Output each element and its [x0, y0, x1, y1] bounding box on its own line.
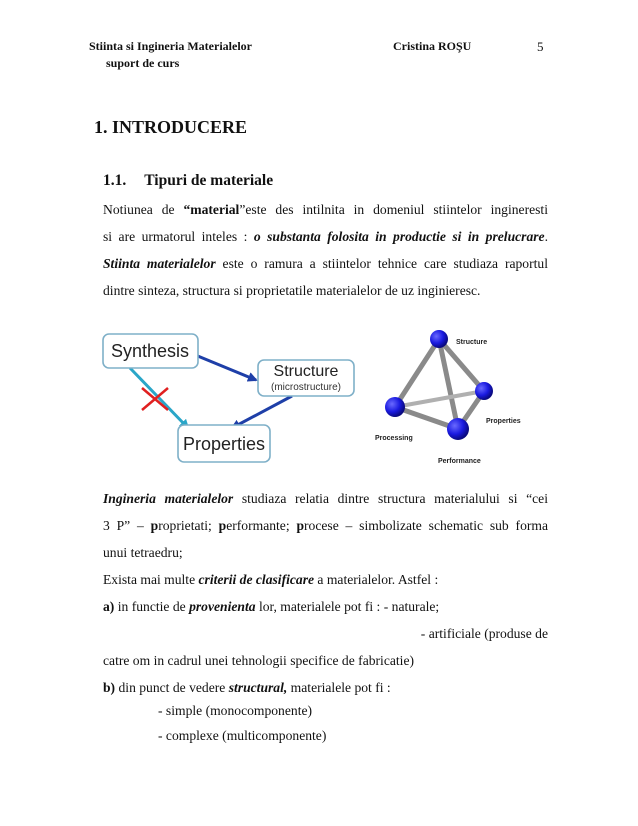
para1-line3	[103, 256, 548, 272]
text: erformante;	[226, 518, 297, 533]
p-letter: p	[218, 518, 227, 533]
para2-line2	[103, 518, 548, 534]
text: in functie de	[114, 599, 190, 614]
text: ”este des intilnita in domeniul stiintelor ingineresti	[239, 202, 548, 217]
structure-sublabel: (microstructure)	[270, 382, 342, 393]
term-criterii-de-clasificare: criterii de clasificare	[198, 572, 315, 587]
term-provenienta: provenienta	[189, 599, 256, 614]
term-ingineria-materialelor: Ingineria materialelor	[103, 491, 234, 506]
red-cross-icon	[142, 388, 168, 410]
structure-label: Structure	[273, 363, 339, 380]
text: Exista mai multe	[103, 572, 199, 587]
list-item-b	[103, 680, 548, 696]
subsection-heading	[103, 172, 273, 190]
term-stiinta-materialelor: Stiinta materialelor	[103, 256, 216, 271]
term-structural: structural,	[228, 680, 288, 695]
text: studiaza relatia dintre structura materialului si “cei	[233, 491, 548, 506]
header-author: Cristina ROŞU	[393, 39, 472, 53]
structure-node-label: Structure	[456, 339, 488, 346]
para1-line4: dintre sinteza, structura si proprietatile materialelor de uz inginieresc.	[103, 283, 481, 298]
structure-node	[430, 330, 448, 348]
para2-line4	[103, 572, 548, 588]
properties-node	[475, 382, 493, 400]
synthesis-label: Synthesis	[110, 341, 190, 361]
para2-line1	[103, 491, 548, 507]
text: este o ramura a stiintelor tehnice care studiaza raportul	[215, 256, 548, 271]
performance-node	[447, 418, 469, 440]
text: a materialelor. Astfel :	[314, 572, 439, 587]
list-item-a-cont: - artificiale (produse de	[420, 626, 548, 641]
text: materialele pot fi :	[287, 680, 391, 695]
tetrahedron-edges	[395, 339, 484, 429]
text: din punct de vedere	[115, 680, 229, 695]
page-number: 5	[537, 39, 544, 54]
para1-line2	[103, 229, 548, 245]
list-item-a-cont2: catre om in cadrul unei tehnologii specifice de fabricatie)	[103, 653, 415, 668]
header-course-title: Stiinta si Ingineria Materialelor	[89, 39, 252, 53]
list-item-a	[103, 599, 548, 615]
text: lor, materialele pot fi : - naturale;	[255, 599, 440, 614]
subsection-number: 1.1.	[103, 172, 127, 189]
sublist-item-complex: - complexe (multicomponente)	[158, 728, 327, 743]
processing-node	[385, 397, 405, 417]
header-course-subtitle: suport de curs	[106, 56, 180, 70]
text: Notiunea de	[103, 202, 184, 217]
text: 3 P” –	[103, 518, 151, 533]
processing-node-label: Processing	[375, 435, 413, 442]
synthesis-structure-properties-diagram	[100, 322, 360, 472]
text: si are urmatorul inteles :	[103, 229, 254, 244]
p-letter: p	[296, 518, 305, 533]
properties-label: Properties	[182, 434, 266, 454]
list-marker-b: b)	[103, 680, 116, 695]
performance-node-label: Performance	[438, 458, 481, 465]
properties-node-label: Properties	[486, 418, 521, 425]
text: roprietati;	[158, 518, 219, 533]
para2-line3: unui tetraedru;	[103, 545, 183, 560]
p-letter: p	[150, 518, 159, 533]
section-title: 1. INTRODUCERE	[94, 117, 248, 137]
text: rocese – simbolizate schematic sub forma	[304, 518, 548, 533]
arrow-structure-to-properties	[232, 396, 292, 428]
materials-tetrahedron-diagram	[370, 322, 530, 472]
arrow-synthesis-to-properties	[130, 368, 188, 428]
term-material: “material	[183, 202, 240, 217]
list-marker-a: a)	[103, 599, 115, 614]
text: .	[544, 229, 548, 244]
sublist-item-simple: - simple (monocomponente)	[158, 703, 313, 718]
definition-emphasis: o substanta folosita in productie si in prelucrare	[253, 229, 545, 244]
subsection-title: Tipuri de materiale	[144, 172, 274, 189]
para1-line1	[103, 202, 548, 218]
